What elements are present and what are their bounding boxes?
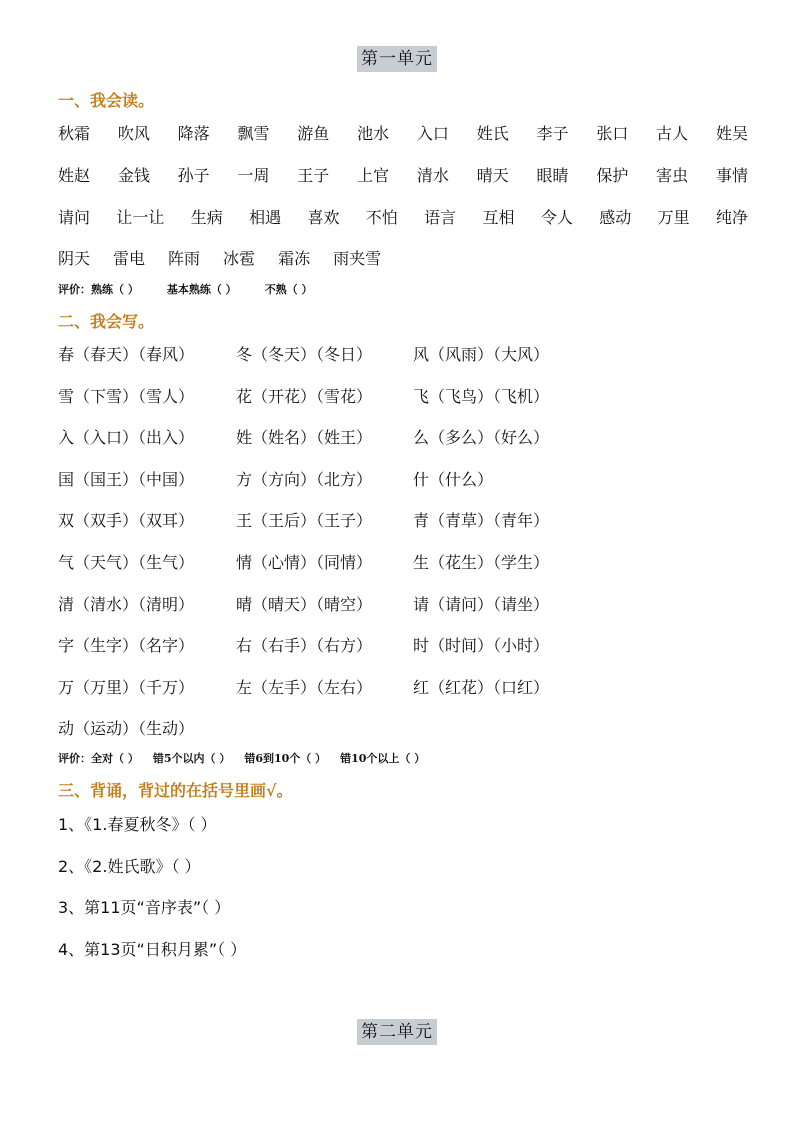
write-entry: 么（多么）（好么）	[413, 428, 550, 448]
write-entry: 气（天气）（生气）	[58, 553, 195, 572]
evaluation-option: 不熟（ ）	[264, 283, 313, 296]
write-entry: 青（青草）（青年）	[413, 511, 550, 531]
write-entry: 红（红花）（口红）	[413, 677, 550, 697]
word-item: 秋霜	[58, 124, 91, 143]
write-entry: 什（什么）	[413, 469, 494, 489]
section-1-heading: 一、我会读。	[58, 91, 155, 110]
write-entry: 冬（冬天）（冬日）	[236, 345, 373, 364]
word-row	[58, 249, 748, 269]
write-entry: 方（方向）（北方）	[236, 469, 373, 489]
write-entry: 时（时间）（小时）	[413, 636, 550, 656]
write-entry: 万（万里）（千万）	[58, 677, 195, 697]
word-item: 阵雨	[168, 249, 201, 268]
write-entry: 请（请问）（请坐）	[413, 594, 550, 614]
unit-2-title	[0, 1019, 794, 1045]
write-entry: 晴（晴天）（晴空）	[236, 594, 373, 614]
word-item: 眼睛	[536, 166, 569, 185]
evaluation-option: 错6到10个（ ）	[244, 752, 327, 765]
word-item: 生病	[190, 208, 223, 227]
evaluation-option: 错5个以内（ ）	[152, 752, 231, 765]
word-item: 阴天	[58, 249, 91, 268]
word-item: 飘雪	[237, 124, 270, 143]
write-entry: 字（生字）（名字）	[58, 636, 195, 656]
word-item: 纯净	[715, 208, 748, 227]
unit-1-title	[0, 46, 794, 72]
evaluation-option: 基本熟练（ ）	[166, 283, 237, 296]
word-item: 雨夹雪	[333, 249, 382, 268]
word-item: 古人	[656, 124, 689, 143]
section-2-evaluation	[58, 752, 439, 766]
word-item: 语言	[424, 208, 457, 227]
write-entry: 花（开花）（雪花）	[236, 386, 373, 406]
word-item: 雷电	[113, 249, 146, 268]
write-entry: 清（清水）（清明）	[58, 594, 195, 614]
write-entry: 春（春天）（春风）	[58, 345, 195, 364]
word-row	[58, 166, 748, 186]
word-item: 让一让	[116, 208, 165, 227]
word-item: 姓赵	[58, 166, 91, 185]
word-item: 相遇	[249, 208, 282, 227]
word-item: 上官	[357, 166, 390, 185]
write-entry: 姓（姓名）（姓王）	[236, 428, 373, 448]
word-item: 霜冻	[278, 249, 311, 268]
word-item: 金钱	[117, 166, 150, 185]
recitation-item: 4、第13页“日积月累”（ ）	[58, 939, 247, 959]
word-item: 万里	[657, 208, 690, 227]
section-3-heading: 三、背诵，背过的在括号里画√。	[58, 781, 293, 800]
word-item: 害虫	[656, 166, 689, 185]
word-item: 姓氏	[476, 124, 509, 143]
evaluation-option: 错10个以上（ ）	[340, 752, 426, 765]
word-item: 降落	[177, 124, 210, 143]
recitation-item: 1、《1.春夏秋冬》（ ）	[58, 815, 217, 834]
word-item: 事情	[715, 166, 748, 185]
word-item: 一周	[237, 166, 270, 185]
write-entry: 国（国王）（中国）	[58, 469, 195, 489]
word-item: 保护	[596, 166, 629, 185]
unit-1-title-text: 第一单元	[357, 46, 437, 72]
section-1-evaluation	[58, 283, 341, 297]
write-entry: 左（左手）（左右）	[236, 677, 373, 697]
word-item: 王子	[297, 166, 330, 185]
write-entry: 风（风雨）（大风）	[413, 345, 550, 364]
recitation-item: 3、第11页“音序表”（ ）	[58, 898, 231, 917]
word-item: 池水	[357, 124, 390, 143]
word-item: 互相	[482, 208, 515, 227]
word-item: 冰雹	[223, 249, 256, 268]
unit-2-title-text: 第二单元	[357, 1019, 437, 1045]
write-entry: 生（花生）（学生）	[413, 553, 550, 572]
write-entry: 右（右手）（右方）	[236, 636, 373, 656]
word-row	[58, 208, 748, 228]
word-item: 姓吴	[715, 124, 748, 143]
section-2-heading: 二、我会写。	[58, 312, 155, 331]
word-item: 吹风	[117, 124, 150, 143]
write-entry: 双（双手）（双耳）	[58, 511, 195, 531]
word-item: 游鱼	[297, 124, 330, 143]
word-item: 晴天	[476, 166, 509, 185]
evaluation-option: 评价：全对（ ）	[58, 752, 139, 765]
evaluation-option: 评价：熟练（ ）	[58, 283, 139, 296]
word-item: 孙子	[177, 166, 210, 185]
word-item: 张口	[596, 124, 629, 143]
word-row	[58, 124, 748, 144]
word-item: 感动	[599, 208, 632, 227]
word-item: 清水	[416, 166, 449, 185]
write-entry: 雪（下雪）（雪人）	[58, 386, 195, 406]
write-entry: 王（王后）（王子）	[236, 511, 373, 531]
write-entry: 情（心情）（同情）	[236, 553, 373, 572]
word-item: 不怕	[365, 208, 398, 227]
word-item: 入口	[416, 124, 449, 143]
write-entry: 动（运动）（生动）	[58, 719, 195, 739]
word-item: 喜欢	[307, 208, 340, 227]
recitation-item: 2、《2.姓氏歌》（ ）	[58, 856, 201, 876]
word-item: 令人	[540, 208, 573, 227]
word-item: 李子	[536, 124, 569, 143]
word-item: 请问	[58, 208, 91, 227]
write-entry: 入（入口）（出入）	[58, 428, 195, 448]
write-entry: 飞（飞鸟）（飞机）	[413, 386, 550, 406]
